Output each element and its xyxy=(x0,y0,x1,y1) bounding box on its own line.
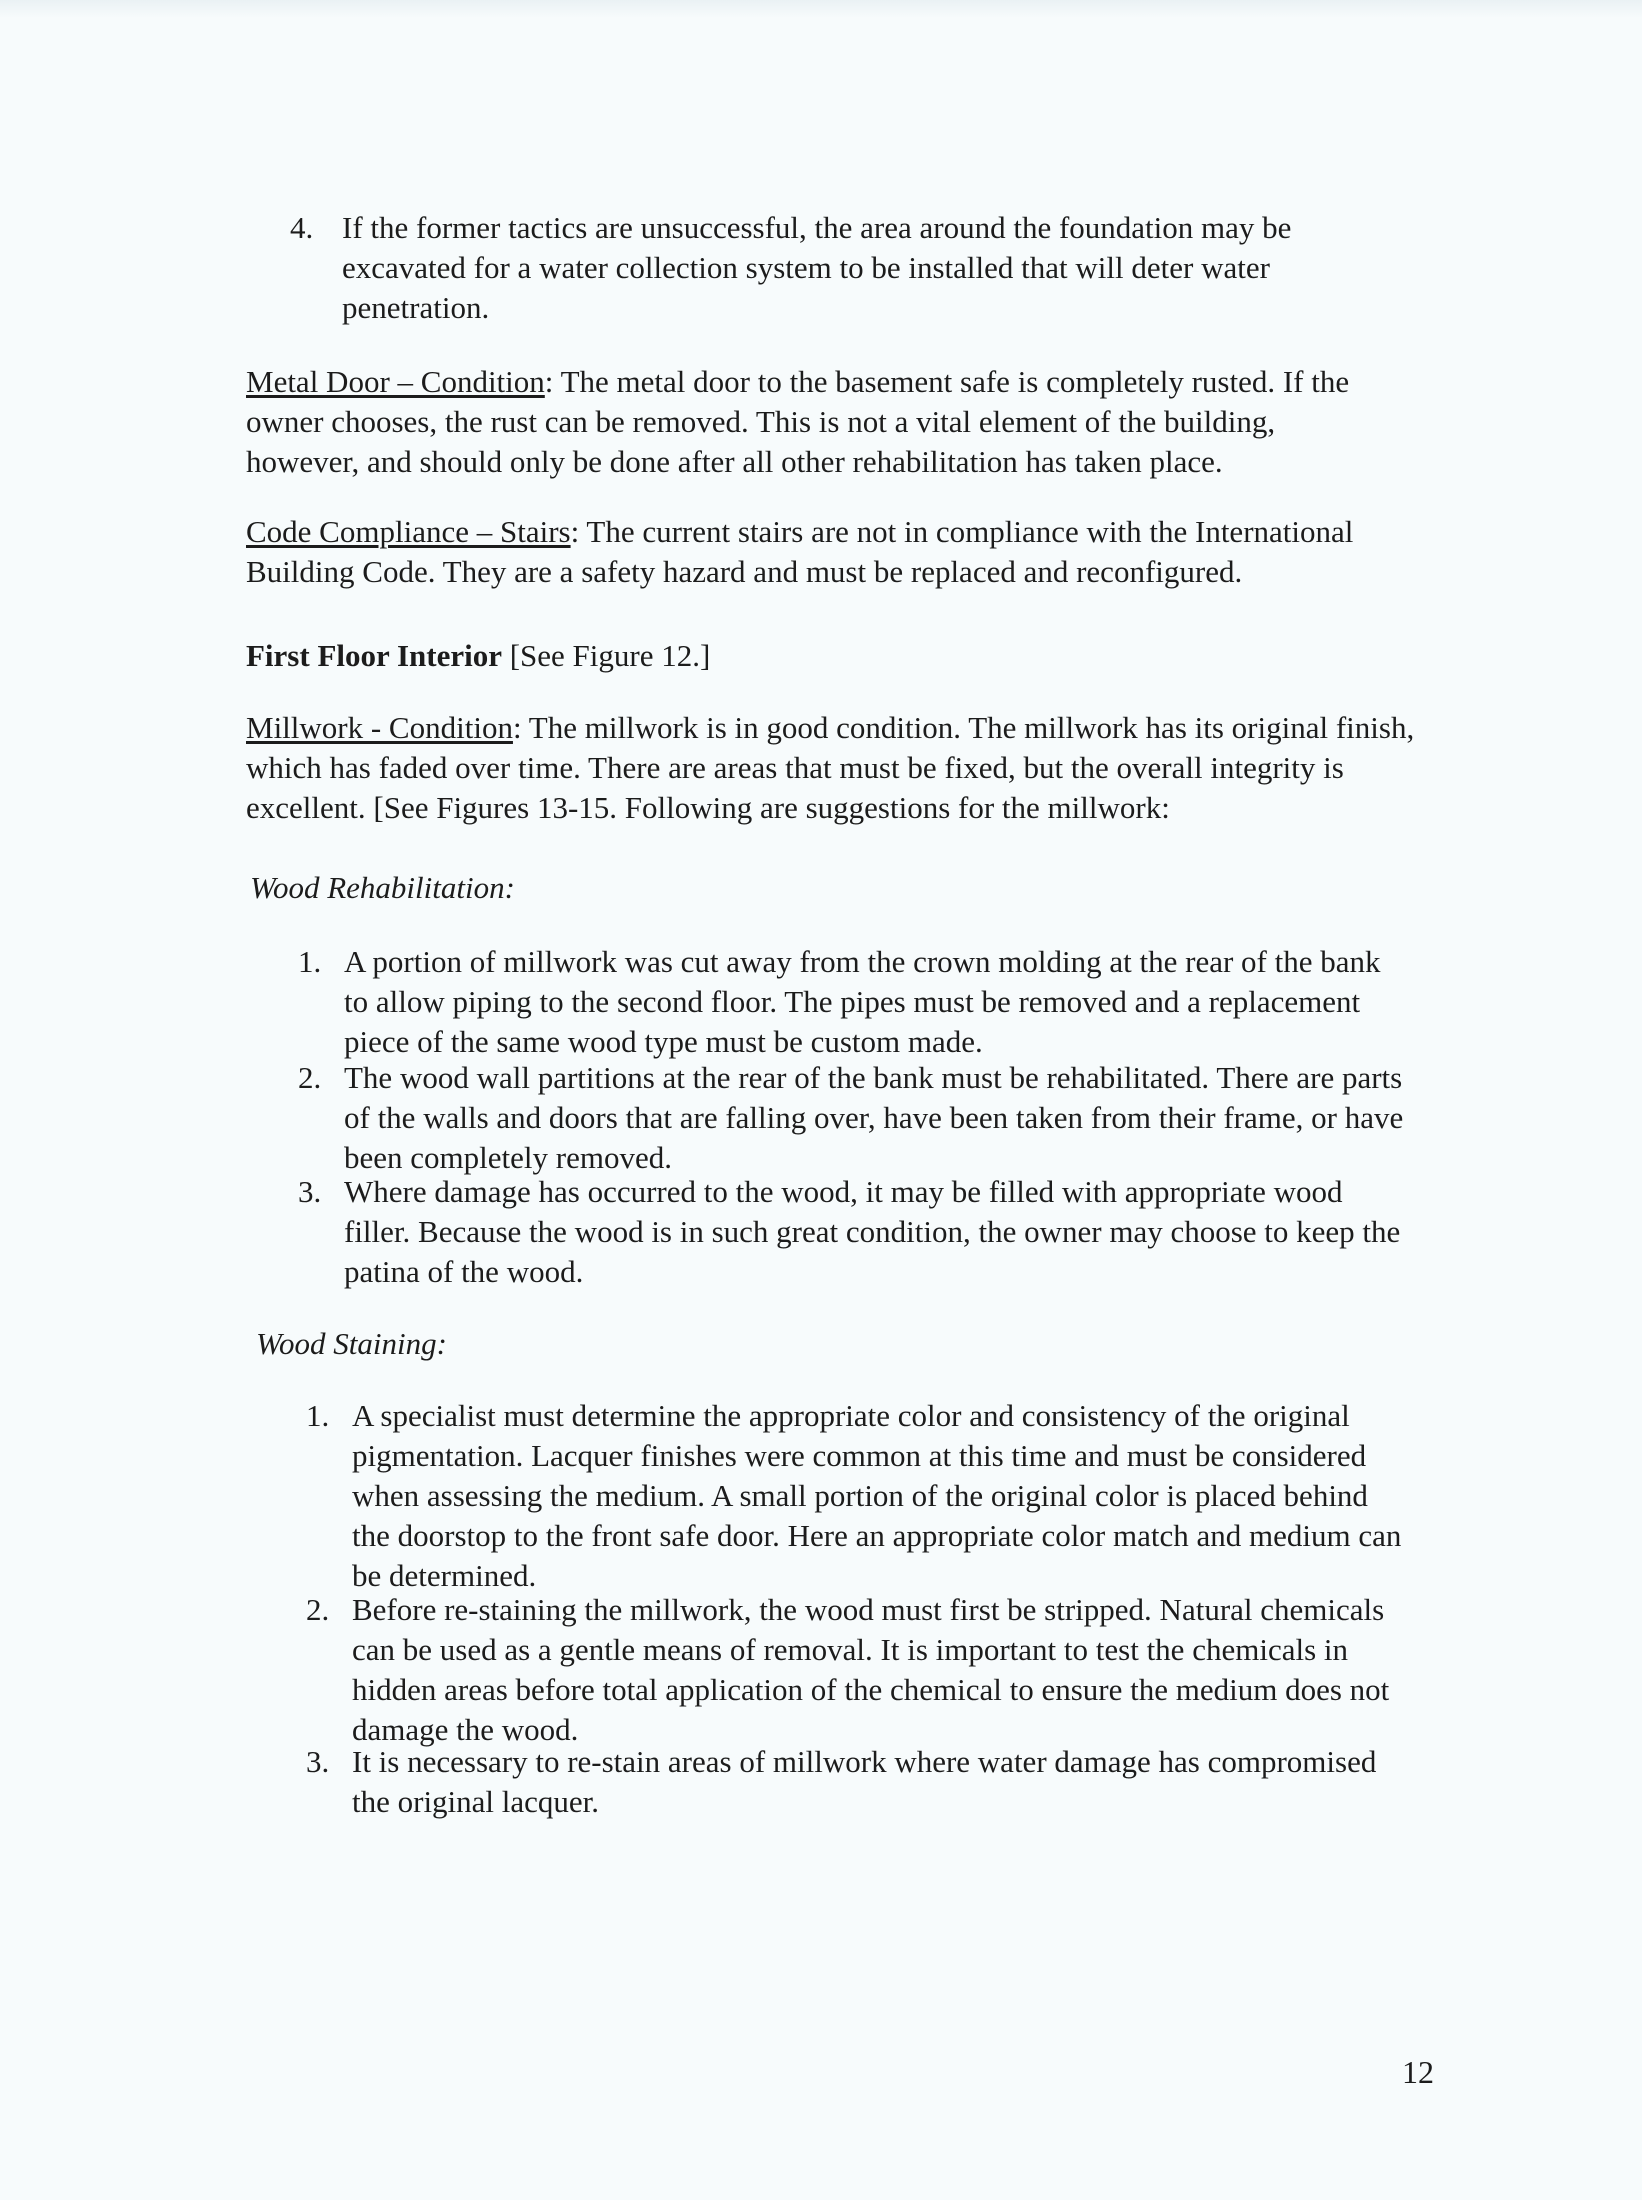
first-floor-text: [See Figure 12.] xyxy=(501,638,711,673)
list-item-number: 3. xyxy=(298,1174,322,1209)
code-compliance-text: The current stairs are not in compliance with the International Building Code. They are a safety hazard and must be replaced and reconfigured. xyxy=(246,514,1354,589)
list-item-text: It is necessary to re-stain areas of millwork where water damage has compromised the original lacquer. xyxy=(352,1744,1377,1819)
list-item-text: A specialist must determine the appropriate color and consistency of the original pigmentation. Lacquer finishes were common at this time and must be considered when assessing the medium. A small portion of the original color is placed behind the doorstop to the front safe door. Here an appropriate color match and medium can be determined. xyxy=(352,1398,1402,1593)
millwork-sep: : xyxy=(512,710,522,745)
wood-rehabilitation-heading: Wood Rehabilitation: xyxy=(250,870,515,905)
wood-staining-heading: Wood Staining: xyxy=(256,1326,447,1361)
list-item-text: The wood wall partitions at the rear of the bank must be rehabilitated. There are parts of the walls and doors that are falling over, have been taken from their frame, or have been completely removed. xyxy=(344,1060,1404,1175)
metal-door-sep: : xyxy=(544,364,554,399)
first-floor-heading: First Floor Interior xyxy=(246,638,502,673)
list-item-number: 1. xyxy=(298,944,322,979)
list-item-text: A portion of millwork was cut away from the crown molding at the rear of the bank to allow piping to the second floor. The pipes must be removed and a replacement piece of the same wood type must be custom made. xyxy=(344,944,1381,1059)
page-number: 12 xyxy=(1402,2054,1434,2090)
code-compliance-sep: : xyxy=(570,514,580,549)
list-item-number: 1. xyxy=(306,1398,330,1433)
millwork-heading: Millwork - Condition xyxy=(246,710,513,745)
list-item-number: 3. xyxy=(306,1744,330,1779)
millwork-paragraph xyxy=(246,708,1426,828)
metal-door-heading: Metal Door – Condition xyxy=(246,364,545,399)
list-item-text: If the former tactics are unsuccessful, the area around the foundation may be excavated for a water collection system to be installed that will deter water penetration. xyxy=(342,210,1292,325)
code-compliance-paragraph xyxy=(246,512,1426,592)
first-floor-paragraph xyxy=(246,636,1426,676)
list-item-text: Before re-staining the millwork, the wood must first be stripped. Natural chemicals can be used as a gentle means of removal. It is important to test the chemicals in hidden areas before total application of the chemical to ensure the medium does not damage the wood. xyxy=(352,1592,1390,1747)
code-compliance-heading: Code Compliance – Stairs xyxy=(246,514,571,549)
list-item-number: 2. xyxy=(306,1592,330,1627)
list-item-number: 4. xyxy=(290,210,314,245)
millwork-text: The millwork is in good condition. The millwork has its original finish, which has faded over time. There are areas that must be fixed, but the overall integrity is excellent. [See Figures 13-15. Following are suggestions for the millwork: xyxy=(246,710,1415,825)
metal-door-paragraph xyxy=(246,362,1386,482)
list-item-text: Where damage has occurred to the wood, it may be filled with appropriate wood filler. Because the wood is in such great condition, the owner may choose to keep the patina of the wood. xyxy=(344,1174,1401,1289)
metal-door-text: The metal door to the basement safe is completely rusted. If the owner chooses, the rust can be removed. This is not a vital element of the building, however, and should only be done after all other rehabilitation has taken place. xyxy=(246,364,1350,479)
list-item-number: 2. xyxy=(298,1060,322,1095)
